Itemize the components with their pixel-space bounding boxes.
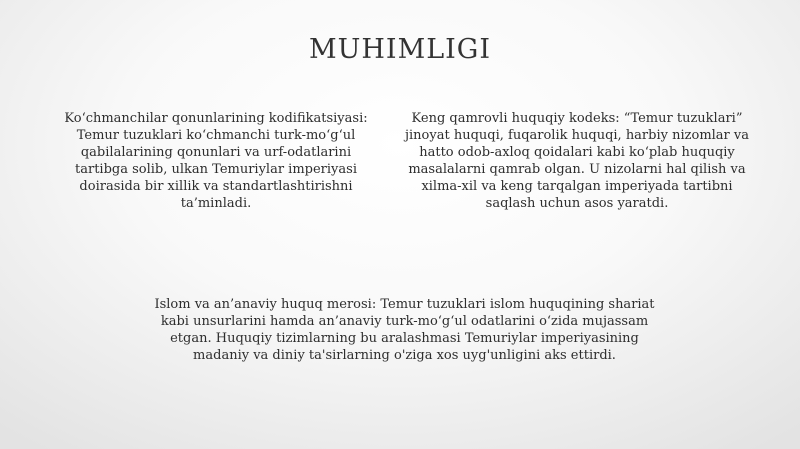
slide-title: MUHIMLIGI bbox=[308, 34, 492, 65]
paragraph-legal-code: Keng qamrovli huquqiy kodeks: “Temur tuzuklari” jinoyat huquqi, fuqarolik huquqi, harbiy nizomlar va hatto odob-axloq qoidalari kabi koʻplab huquqiy masalalarni qamrab olgan. U nizolarni hal qilish va xilma-xil va keng tarqalgan imperiyada tartibni saqlash uchun asos yaratdi. bbox=[404, 111, 749, 211]
paragraph-legal-heritage: Islom va an’anaviy huquq merosi: Temur tuzuklari islom huquqining shariat kabi unsurlarini hamda an’anaviy turk-moʻgʻul odatlarini oʻzida mujassam etgan. Huquqiy tizimlarning bu aralashmasi Temuriylar imperiyasining madaniy va diniy ta'sirlarning o'ziga xos uyg'unligini aks ettirdi. bbox=[154, 297, 655, 363]
paragraph-codification: Koʻchmanchilar qonunlarining kodifikatsiyasi: Temur tuzuklari koʻchmanchi turk-moʻgʻul qabilalarining qonunlari va urf-odatlarini tartibga solib, ulkan Temuriylar imperiyasi doirasida bir xillik va standartlashtirishni ta’minladi. bbox=[64, 111, 368, 211]
